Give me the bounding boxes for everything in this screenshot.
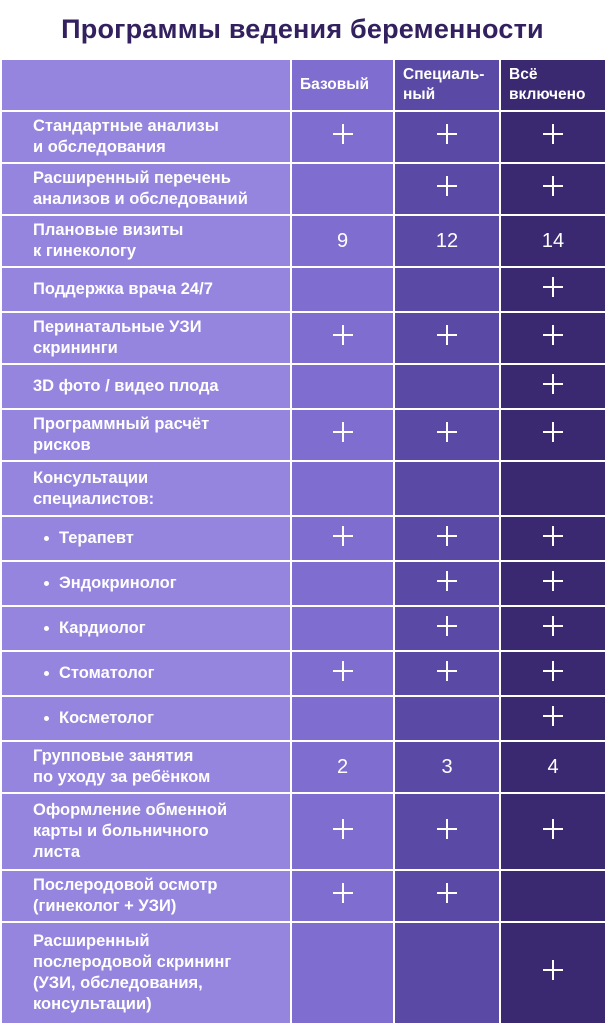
- special-cell: [394, 364, 500, 409]
- all-inclusive-cell: [500, 409, 605, 461]
- plus-icon: [543, 661, 563, 681]
- row-label-line: послеродовой скрининг: [33, 953, 232, 971]
- all-inclusive-cell: [500, 793, 605, 870]
- bullet-icon: [44, 671, 49, 676]
- row-label-line: и обследования: [33, 138, 166, 156]
- row-label: [2, 414, 290, 456]
- plus-icon: [333, 526, 353, 546]
- header-all-line: включено: [509, 86, 586, 103]
- base-value: 2: [336, 755, 349, 778]
- all-inclusive-value: 14: [541, 229, 565, 252]
- base-cell: [291, 215, 394, 267]
- row-label-line: Эндокринолог: [59, 574, 177, 592]
- base-value: 9: [336, 229, 349, 252]
- sub-item-label: [2, 708, 290, 729]
- special-cell: [394, 163, 500, 215]
- row-label-line: специалистов:: [33, 489, 155, 508]
- all-inclusive-cell: [500, 312, 605, 364]
- sub-item-label: [2, 663, 290, 684]
- special-cell: [394, 312, 500, 364]
- row-label: [2, 116, 290, 158]
- base-cell: [291, 312, 394, 364]
- row-label-line: анализов и обследований: [33, 190, 248, 208]
- row-label-line: по уходу за ребёнком: [33, 768, 211, 786]
- row-label: [2, 800, 290, 863]
- header-special-cell: [394, 59, 500, 111]
- all-inclusive-value: 4: [547, 755, 559, 778]
- plus-icon: [543, 176, 563, 196]
- row-label: [2, 317, 290, 359]
- plus-icon: [333, 325, 353, 345]
- row-label-line: 3D фото / видео плода: [33, 377, 219, 395]
- plus-icon: [333, 661, 353, 681]
- all-inclusive-cell: [500, 870, 605, 922]
- base-cell: [291, 793, 394, 870]
- table-row: [1, 461, 605, 516]
- plus-icon: [543, 526, 563, 546]
- special-cell: [394, 215, 500, 267]
- all-inclusive-cell: [500, 922, 605, 1024]
- all-inclusive-cell: [500, 561, 605, 606]
- row-label-line: Косметолог: [59, 709, 155, 727]
- plus-icon: [437, 819, 457, 839]
- plus-icon: [333, 124, 353, 144]
- table-row: [1, 163, 605, 215]
- special-cell: [394, 651, 500, 696]
- row-label: [2, 279, 290, 300]
- row-label: [2, 931, 290, 1015]
- header-base: Базовый: [300, 76, 370, 93]
- bullet-icon: [44, 536, 49, 541]
- plus-icon: [437, 124, 457, 144]
- plus-icon: [437, 883, 457, 903]
- row-label-cell: [1, 215, 291, 267]
- all-inclusive-cell: [500, 741, 605, 793]
- all-inclusive-cell: [500, 651, 605, 696]
- base-cell: [291, 163, 394, 215]
- row-label-cell: [1, 516, 291, 561]
- plus-icon: [543, 571, 563, 591]
- row-label-cell: [1, 163, 291, 215]
- row-label-line: Стандартные анализы: [33, 117, 219, 135]
- plus-icon: [437, 526, 457, 546]
- row-label-line: Консультации: [33, 468, 149, 487]
- row-label-line: Стоматолог: [59, 664, 155, 682]
- base-cell: [291, 606, 394, 651]
- special-cell: [394, 267, 500, 312]
- plus-icon: [543, 325, 563, 345]
- base-cell: [291, 922, 394, 1024]
- base-cell: [291, 516, 394, 561]
- row-label-line: к гинекологу: [33, 242, 137, 260]
- table-row: [1, 651, 605, 696]
- special-cell: [394, 461, 500, 516]
- plus-icon: [437, 661, 457, 681]
- header-all-inclusive-cell: [500, 59, 605, 111]
- special-cell: [394, 516, 500, 561]
- plus-icon: [543, 277, 563, 297]
- row-label-cell: [1, 461, 291, 516]
- all-inclusive-cell: [500, 696, 605, 741]
- special-cell: [394, 606, 500, 651]
- plus-icon: [437, 571, 457, 591]
- row-label-line: Расширенный перечень: [33, 169, 231, 187]
- row-label-line: Плановые визиты: [33, 221, 184, 239]
- base-cell: [291, 111, 394, 163]
- row-label-line: Послеродовой осмотр: [33, 876, 218, 894]
- header-row: [1, 59, 605, 111]
- plus-icon: [543, 124, 563, 144]
- base-cell: [291, 409, 394, 461]
- table-row: [1, 696, 605, 741]
- row-label-cell: [1, 267, 291, 312]
- row-label-line: Кардиолог: [59, 619, 146, 637]
- base-cell: [291, 364, 394, 409]
- base-cell: [291, 870, 394, 922]
- sub-item-label: [2, 573, 290, 594]
- row-label: [2, 220, 290, 262]
- plus-icon: [543, 706, 563, 726]
- all-inclusive-cell: [500, 163, 605, 215]
- row-label-cell: [1, 741, 291, 793]
- header-special: [395, 65, 499, 105]
- row-label: [2, 168, 290, 210]
- row-label-line: (гинеколог + УЗИ): [33, 897, 177, 915]
- header-label-cell: [1, 59, 291, 111]
- header-all-line: Всё: [509, 66, 538, 83]
- plus-icon: [543, 422, 563, 442]
- table-row: [1, 516, 605, 561]
- base-cell: [291, 561, 394, 606]
- row-label-line: скрининги: [33, 339, 118, 357]
- table-row: [1, 606, 605, 651]
- table-row: [1, 741, 605, 793]
- table-row: [1, 561, 605, 606]
- bullet-icon: [44, 716, 49, 721]
- row-label-cell: [1, 696, 291, 741]
- special-cell: [394, 741, 500, 793]
- table-row: [1, 111, 605, 163]
- special-cell: [394, 561, 500, 606]
- row-label-line: Поддержка врача 24/7: [33, 280, 213, 298]
- special-cell: [394, 111, 500, 163]
- table-row: [1, 409, 605, 461]
- special-cell: [394, 922, 500, 1024]
- row-label-cell: [1, 409, 291, 461]
- special-cell: [394, 793, 500, 870]
- table-row: [1, 364, 605, 409]
- special-value: 12: [435, 229, 459, 252]
- special-cell: [394, 696, 500, 741]
- row-label-line: Терапевт: [59, 529, 134, 547]
- header-all-inclusive: [501, 65, 605, 105]
- all-inclusive-cell: [500, 267, 605, 312]
- table-row: [1, 312, 605, 364]
- row-label-line: рисков: [33, 436, 91, 454]
- row-label: [2, 468, 290, 510]
- plus-icon: [333, 883, 353, 903]
- base-cell: [291, 741, 394, 793]
- row-label-cell: [1, 793, 291, 870]
- plus-icon: [333, 422, 353, 442]
- row-label-cell: [1, 870, 291, 922]
- base-cell: [291, 696, 394, 741]
- all-inclusive-cell: [500, 215, 605, 267]
- row-label-line: Перинатальные УЗИ: [33, 318, 202, 336]
- row-label-cell: [1, 651, 291, 696]
- row-label-line: Оформление обменной: [33, 801, 228, 819]
- row-label-cell: [1, 922, 291, 1024]
- row-label: [2, 875, 290, 917]
- special-cell: [394, 409, 500, 461]
- table-row: [1, 870, 605, 922]
- row-label-line: карты и больничного: [33, 822, 209, 840]
- plus-icon: [543, 960, 563, 980]
- plus-icon: [437, 616, 457, 636]
- row-label-line: Групповые занятия: [33, 747, 194, 765]
- pregnancy-programs-table: [0, 58, 605, 1025]
- row-label-line: листа: [33, 843, 81, 861]
- plus-icon: [543, 374, 563, 394]
- all-inclusive-cell: [500, 516, 605, 561]
- row-label-line: консультации): [33, 995, 152, 1013]
- row-label-cell: [1, 364, 291, 409]
- row-label-cell: [1, 111, 291, 163]
- all-inclusive-cell: [500, 461, 605, 516]
- row-label-cell: [1, 606, 291, 651]
- table-row: [1, 793, 605, 870]
- base-cell: [291, 651, 394, 696]
- row-label-line: (УЗИ, обследования,: [33, 974, 203, 992]
- row-label: [2, 376, 290, 397]
- sub-item-label: [2, 618, 290, 639]
- row-label-line: Программный расчёт: [33, 415, 210, 433]
- row-label-cell: [1, 312, 291, 364]
- bullet-icon: [44, 626, 49, 631]
- table-row: [1, 922, 605, 1024]
- row-label: [2, 746, 290, 788]
- base-cell: [291, 267, 394, 312]
- header-base-cell: [291, 59, 394, 111]
- plus-icon: [543, 819, 563, 839]
- plus-icon: [437, 422, 457, 442]
- special-cell: [394, 870, 500, 922]
- page-title: Программы ведения беременности: [61, 14, 544, 44]
- sub-item-label: [2, 528, 290, 549]
- header-special-line: Специаль-: [403, 66, 485, 83]
- header-special-line: ный: [403, 86, 436, 103]
- table-row: [1, 215, 605, 267]
- all-inclusive-cell: [500, 111, 605, 163]
- plus-icon: [333, 819, 353, 839]
- plus-icon: [543, 616, 563, 636]
- row-label-line: Расширенный: [33, 932, 150, 950]
- base-cell: [291, 461, 394, 516]
- row-label-cell: [1, 561, 291, 606]
- plus-icon: [437, 176, 457, 196]
- special-value: 3: [441, 755, 453, 778]
- all-inclusive-cell: [500, 606, 605, 651]
- all-inclusive-cell: [500, 364, 605, 409]
- bullet-icon: [44, 581, 49, 586]
- table-row: [1, 267, 605, 312]
- plus-icon: [437, 325, 457, 345]
